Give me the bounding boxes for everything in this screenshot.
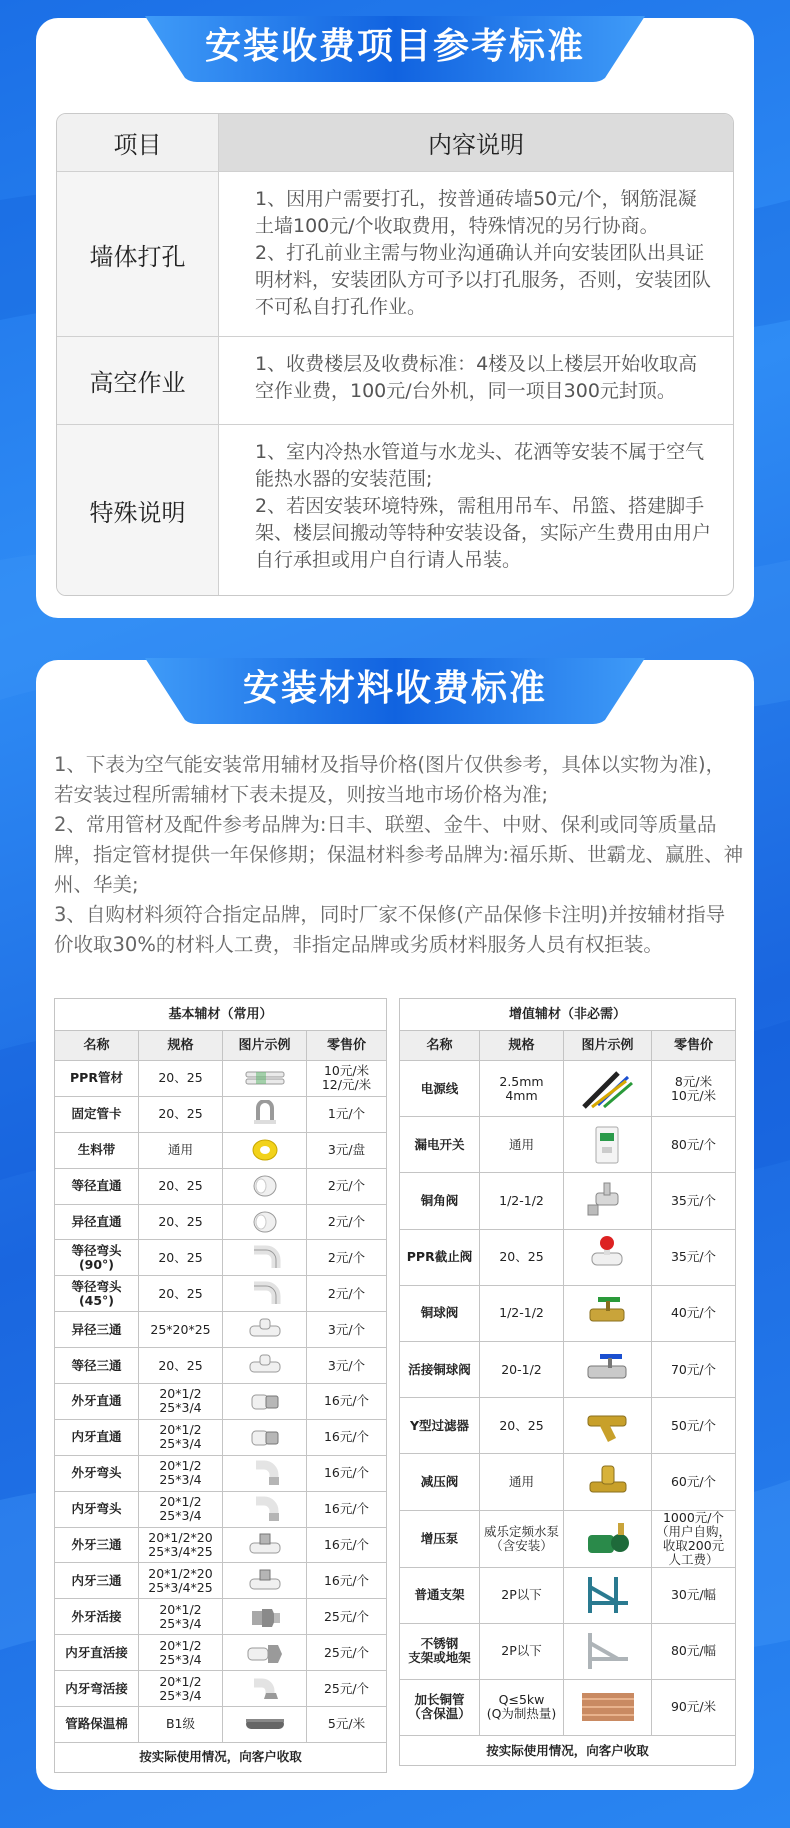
item-price: 50元/个 [652,1398,736,1454]
table-row [400,1061,736,1117]
install-fee-card [36,18,754,618]
item-image [223,1599,307,1635]
item-name: 外牙三通 [55,1527,139,1563]
col-name: 名称 [55,1031,139,1061]
item-name: 等径三通 [55,1348,139,1384]
header-description: 内容说明 [219,114,733,171]
header-item: 项目 [57,114,219,171]
item-spec: 2P以下 [480,1567,564,1623]
material-intro [54,750,744,960]
item-price: 35元/个 [652,1173,736,1229]
intro-line: 1、下表为空气能安装常用辅材及指导价格(图片仅供参考，具体以实物为准)，若安装过程所需辅材下表未提及，则按当地市场价格为准; [54,753,726,806]
table-row [400,1454,736,1510]
male-elbow-icon [225,1459,304,1487]
straight-coupling-icon [225,1172,304,1200]
item-price: 16元/个 [307,1527,387,1563]
elbow-90-icon [225,1244,304,1272]
angle-valve-icon [566,1179,649,1223]
item-spec: 威乐定频水泵 （含安装） [480,1510,564,1567]
item-name: PPR管材 [55,1061,139,1097]
item-name: 外牙直通 [55,1384,139,1420]
item-image [223,1384,307,1420]
reducer-coupling-icon [225,1208,304,1236]
item-spec: 20、25 [139,1276,223,1312]
insulation-tube-icon [225,1710,304,1738]
table-row [55,1204,387,1240]
item-spec: 20、25 [480,1229,564,1285]
item-name: 等径弯头(90°) [55,1240,139,1276]
item-spec: 20、25 [139,1168,223,1204]
item-price: 70元/个 [652,1341,736,1397]
table-row [400,1173,736,1229]
item-spec: 1/2-1/2 [480,1173,564,1229]
col-spec: 规格 [480,1031,564,1061]
item-price: 25元/个 [307,1671,387,1707]
item-spec: 20、25 [139,1204,223,1240]
item-image [223,1455,307,1491]
leakage-switch-icon [566,1123,649,1167]
item-spec: 通用 [139,1132,223,1168]
table-row [400,1623,736,1679]
booster-pump-icon [566,1517,649,1561]
item-price: 16元/个 [307,1563,387,1599]
item-name: 内牙直通 [55,1419,139,1455]
male-union-icon [225,1603,304,1631]
item-image [223,1527,307,1563]
item-image [223,1096,307,1132]
col-image: 图片示例 [564,1031,652,1061]
item-name: 外牙活接 [55,1599,139,1635]
item-spec: 25*20*25 [139,1312,223,1348]
item-image [223,1168,307,1204]
item-image [223,1276,307,1312]
addon-material-table [399,998,736,1766]
basic-table-title: 基本辅材（常用） [55,999,387,1031]
item-spec: 20*1/2 25*3/4 [139,1419,223,1455]
table-row [57,336,733,424]
ball-valve-icon [566,1291,649,1335]
item-spec: Q≤5kw (Q为制热量) [480,1679,564,1735]
item-image [223,1312,307,1348]
item-name: 外牙弯头 [55,1455,139,1491]
item-name: 内牙弯活接 [55,1671,139,1707]
row-description [219,172,733,336]
table-row [55,1563,387,1599]
section1-banner [145,16,645,82]
row-description [219,337,733,424]
item-spec: 20、25 [139,1348,223,1384]
table-row [55,1276,387,1312]
item-image [564,1117,652,1173]
item-spec: 通用 [480,1117,564,1173]
table-row [400,1398,736,1454]
item-name: PPR截止阀 [400,1229,480,1285]
item-spec: 20*1/2*20 25*3/4*25 [139,1527,223,1563]
item-image [223,1348,307,1384]
table-header [57,114,733,171]
item-image [564,1679,652,1735]
table-row [400,1341,736,1397]
item-image [223,1419,307,1455]
item-price: 90元/米 [652,1679,736,1735]
male-tee-icon [225,1531,304,1559]
item-price: 40元/个 [652,1285,736,1341]
item-price: 1000元/个 （用户自购， 收取200元 人工费） [652,1510,736,1567]
item-image [223,1491,307,1527]
table-row [57,424,733,596]
table-row [55,1348,387,1384]
female-coupling-icon [225,1423,304,1451]
item-price: 60元/个 [652,1454,736,1510]
item-spec: 1/2-1/2 [480,1285,564,1341]
item-image [223,1707,307,1743]
table-row [55,1168,387,1204]
pressure-reducer-icon [566,1460,649,1504]
item-name: 活接铜球阀 [400,1341,480,1397]
item-price: 2元/个 [307,1240,387,1276]
table-row [55,1527,387,1563]
item-name: 异径直通 [55,1204,139,1240]
row-item: 高空作业 [57,337,219,424]
item-price: 8元/米 10元/米 [652,1061,736,1117]
item-price: 35元/个 [652,1229,736,1285]
item-image [564,1510,652,1567]
item-spec: 通用 [480,1454,564,1510]
item-price: 80元/个 [652,1117,736,1173]
row-item: 墙体打孔 [57,172,219,336]
basic-material-table [54,998,387,1773]
item-price: 16元/个 [307,1419,387,1455]
item-price: 10元/米 12/元/米 [307,1061,387,1097]
item-spec: 20*1/2 25*3/4 [139,1491,223,1527]
item-spec: 20*1/2 25*3/4 [139,1635,223,1671]
table-row [55,1240,387,1276]
item-name: 等径直通 [55,1168,139,1204]
item-name: 铜角阀 [400,1173,480,1229]
row-description [219,425,733,596]
item-name: 内牙三通 [55,1563,139,1599]
table-row [55,1419,387,1455]
table-row [400,1679,736,1735]
item-name: 等径弯头(45°) [55,1276,139,1312]
section1-title: 安装收费项目参考标准 [204,26,585,67]
col-spec: 规格 [139,1031,223,1061]
elbow-45-icon [225,1280,304,1308]
item-image [223,1132,307,1168]
item-name: 内牙直活接 [55,1635,139,1671]
item-image [564,1341,652,1397]
item-image [223,1204,307,1240]
row-item: 特殊说明 [57,425,219,596]
item-image [564,1285,652,1341]
item-name: 电源线 [400,1061,480,1117]
description-line: 1、因用户需要打孔，按普通砖墙50元/个，钢筋混凝土墙100元/个收取费用，特殊情况的另行协商。 [255,188,697,237]
stop-valve-icon [566,1235,649,1279]
item-image [564,1623,652,1679]
table-row [55,1707,387,1743]
item-price: 80元/幅 [652,1623,736,1679]
item-name: 异径三通 [55,1312,139,1348]
item-spec: 20、25 [139,1061,223,1097]
table-row [400,1567,736,1623]
item-spec: 20*1/2*20 25*3/4*25 [139,1563,223,1599]
item-name: 减压阀 [400,1454,480,1510]
item-price: 16元/个 [307,1491,387,1527]
item-name: 铜球阀 [400,1285,480,1341]
equal-tee-icon [225,1352,304,1380]
item-image [564,1454,652,1510]
item-spec: 20、25 [139,1240,223,1276]
col-price: 零售价 [307,1031,387,1061]
item-name: 普通支架 [400,1567,480,1623]
union-ball-valve-icon [566,1348,649,1392]
item-price: 3元/个 [307,1348,387,1384]
item-spec: 2.5mm 4mm [480,1061,564,1117]
item-image [564,1398,652,1454]
bracket-icon [566,1573,649,1617]
table-row [400,1285,736,1341]
steel-bracket-icon [566,1629,649,1673]
pipe-icon [225,1064,304,1092]
table-row [55,1132,387,1168]
table-row [55,1096,387,1132]
table-row [400,1117,736,1173]
item-spec: 20-1/2 [480,1341,564,1397]
item-spec: 20*1/2 25*3/4 [139,1671,223,1707]
reducing-tee-icon [225,1316,304,1344]
item-price: 3元/个 [307,1312,387,1348]
item-spec: 20*1/2 25*3/4 [139,1384,223,1420]
item-price: 30元/幅 [652,1567,736,1623]
item-spec: B1级 [139,1707,223,1743]
table-row [400,1510,736,1567]
description-line: 1、收费楼层及收费标准：4楼及以上楼层开始收取高空作业费，100元/台外机，同一项目300元封顶。 [255,353,698,402]
addon-table-title: 增值辅材（非必需） [400,999,736,1031]
item-price: 2元/个 [307,1168,387,1204]
item-price: 2元/个 [307,1276,387,1312]
table-row [55,1671,387,1707]
item-spec: 20*1/2 25*3/4 [139,1599,223,1635]
item-name: 增压泵 [400,1510,480,1567]
table-row [55,1455,387,1491]
table-row [57,171,733,336]
item-image [564,1229,652,1285]
female-elbow-union-icon [225,1675,304,1703]
item-name: 固定管卡 [55,1096,139,1132]
basic-table-footer: 按实际使用情况，向客户收取 [55,1742,387,1772]
female-elbow-icon [225,1495,304,1523]
material-fee-card [36,660,754,1790]
table-row [55,1061,387,1097]
item-price: 5元/米 [307,1707,387,1743]
male-coupling-icon [225,1387,304,1415]
section2-title: 安装材料收费标准 [242,668,547,709]
item-price: 16元/个 [307,1384,387,1420]
description-line: 2、若因安装环境特殊，需租用吊车、吊篮、搭建脚手架、楼层间搬动等特种安装设备，实际产生费用由用户自行承担或用户自行请人吊装。 [255,495,712,571]
intro-line: 2、常用管材及配件参考品牌为:日丰、联塑、金牛、中财、保利或同等质量品牌，指定管材提供一年保修期；保温材料参考品牌为:福乐斯、世霸龙、赢胜、神州、华美; [54,813,744,896]
section2-banner [145,658,645,724]
item-image [223,1240,307,1276]
item-name: 漏电开关 [400,1117,480,1173]
item-image [564,1567,652,1623]
description-line: 1、室内冷热水管道与水龙头、花洒等安装不属于空气能热水器的安装范围; [255,441,705,490]
table-row [55,1384,387,1420]
item-name: 不锈钢 支架或地架 [400,1623,480,1679]
pipe-clamp-icon [225,1100,304,1128]
intro-line: 3、自购材料须符合指定品牌，同时厂家不保修(产品保修卡注明)并按辅材指导价收取30%的材料人工费，非指定品牌或劣质材料服务人员有权拒装。 [54,903,726,956]
copper-pipe-icon [566,1685,649,1729]
item-spec: 2P以下 [480,1623,564,1679]
table-row [55,1599,387,1635]
item-name: 生料带 [55,1132,139,1168]
item-image [223,1671,307,1707]
item-image [223,1563,307,1599]
item-price: 2元/个 [307,1204,387,1240]
item-price: 25元/个 [307,1635,387,1671]
item-image [223,1635,307,1671]
item-price: 25元/个 [307,1599,387,1635]
install-fee-table [56,113,734,596]
item-image [564,1173,652,1229]
item-name: Y型过滤器 [400,1398,480,1454]
item-name: 加长铜管 （含保温） [400,1679,480,1735]
table-row [55,1312,387,1348]
table-row [400,1229,736,1285]
y-strainer-icon [566,1404,649,1448]
item-name: 内牙弯头 [55,1491,139,1527]
item-price: 3元/盘 [307,1132,387,1168]
table-row [55,1635,387,1671]
female-tee-icon [225,1567,304,1595]
item-image [223,1061,307,1097]
tape-roll-icon [225,1136,304,1164]
col-image: 图片示例 [223,1031,307,1061]
item-price: 1元/个 [307,1096,387,1132]
description-line: 2、打孔前业主需与物业沟通确认并向安装团队出具证明材料，安装团队方可予以打孔服务，否则，安装团队不可私自打孔作业。 [255,242,712,318]
item-image [564,1061,652,1117]
female-union-icon [225,1639,304,1667]
col-name: 名称 [400,1031,480,1061]
item-spec: 20*1/2 25*3/4 [139,1455,223,1491]
power-cable-icon [566,1067,649,1111]
item-spec: 20、25 [139,1096,223,1132]
table-row [55,1491,387,1527]
addon-table-footer: 按实际使用情况，向客户收取 [400,1736,736,1766]
item-name: 管路保温棉 [55,1707,139,1743]
col-price: 零售价 [652,1031,736,1061]
item-price: 16元/个 [307,1455,387,1491]
item-spec: 20、25 [480,1398,564,1454]
